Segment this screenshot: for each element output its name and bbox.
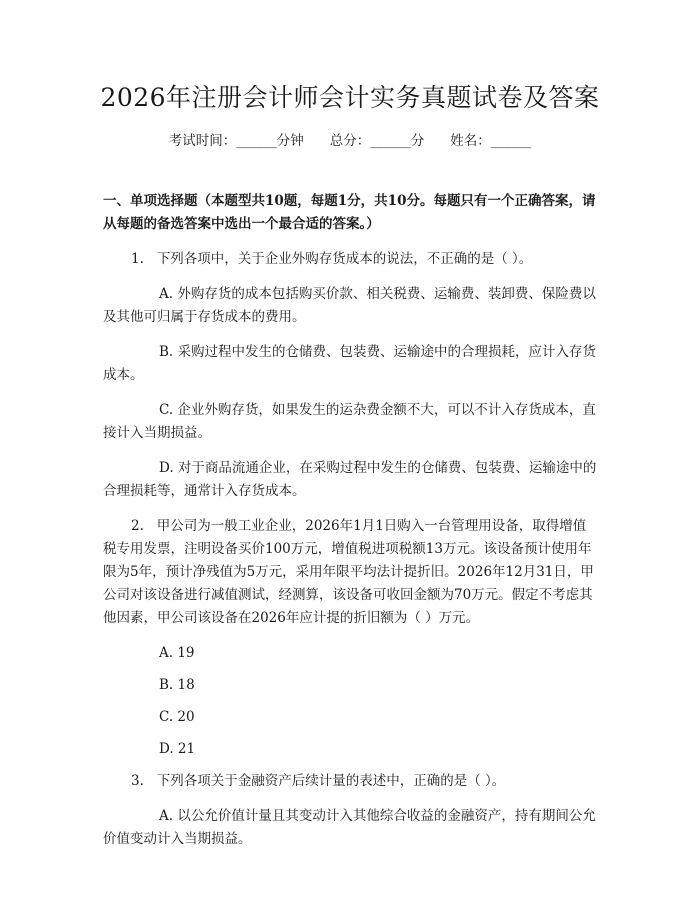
question-2-stem: 2. 甲公司为一般工业企业，2026年1月1日购入一台管理用设备，取得增值税专用发票，注明设备买价100万元，增值税进项税额13万元。该设备预计使用年限为5年，预计净残值为5万元，采用年限平均法计提折旧。2026年12月31日，甲公司对该设备进行减值测试，经测算，该设备可收回金额为70万元。假定不考虑其他因素，甲公司该设备在2026年应计提的折旧额为（ ）万元。 bbox=[103, 518, 594, 626]
question-1-option-b: B. 采购过程中发生的仓储费、包装费、运输途中的合理损耗，应计入存货成本。 bbox=[103, 344, 597, 383]
question-1-option-d: D. 对于商品流通企业，在采购过程中发生的仓储费、包装费、运输途中的合理损耗等，通常计入存货成本。 bbox=[103, 460, 597, 499]
document-title: 2026年注册会计师会计实务真题试卷及答案 bbox=[100, 83, 600, 112]
question-2-option-d: D. 21 bbox=[159, 741, 196, 757]
question-3-option-a: A. 以公允价值计量且其变动计入其他综合收益的金融资产，持有期间公允价值变动计入当期损益。 bbox=[103, 808, 596, 847]
section-heading: 一、单项选择题（本题型共10题，每题1分，共10分。每题只有一个正确答案，请从每题的备选答案中选出一个最合适的答案。） bbox=[103, 193, 596, 232]
question-2-option-a: A. 19 bbox=[159, 645, 195, 661]
question-1-stem: 1. 下列各项中，关于企业外购存货成本的说法，不正确的是（ ）。 bbox=[131, 251, 533, 267]
question-1-option-a: A. 外购存货的成本包括购买价款、相关税费、运输费、装卸费、保险费以及其他可归属于存货成本的费用。 bbox=[103, 286, 596, 325]
exam-info-line bbox=[0, 131, 700, 151]
question-2-option-b: B. 18 bbox=[159, 677, 195, 693]
question-3-stem: 3. 下列各项关于金融资产后续计量的表述中，正确的是（ ）。 bbox=[131, 773, 506, 789]
exam-time-field: 考试时间：______分钟 bbox=[168, 133, 304, 149]
student-name-field: 姓名：______ bbox=[450, 133, 532, 149]
question-2-option-c: C. 20 bbox=[159, 709, 195, 725]
question-1-option-c: C. 企业外购存货，如果发生的运杂费金额不大，可以不计入存货成本，直接计入当期损益。 bbox=[103, 402, 596, 441]
document-body bbox=[103, 190, 597, 863]
total-score-field: 总分：______分 bbox=[329, 133, 425, 149]
